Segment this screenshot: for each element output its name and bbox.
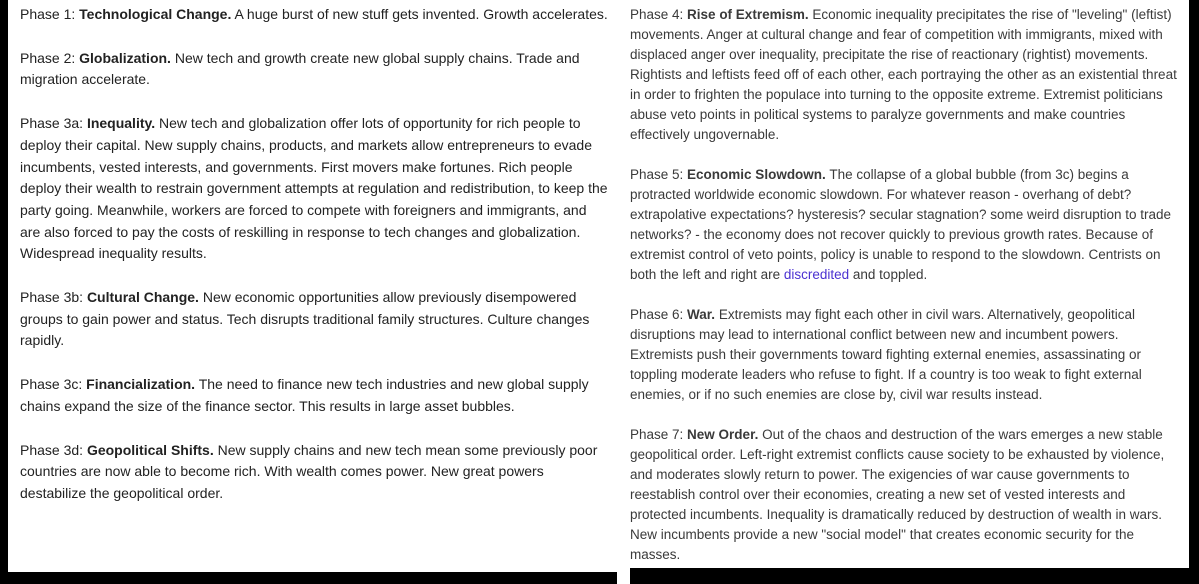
phase-paragraph (20, 374, 608, 417)
phase-body: and toppled. (849, 267, 928, 282)
phase-label: Phase 3d: (20, 441, 87, 458)
discredited-link[interactable]: discredited (783, 267, 850, 282)
phase-label: Phase 3a: (20, 115, 87, 132)
phase-body: The collapse of a global bubble (from 3c) begins a protracted worldwide economic slowdown. For whatever reason - overhang of debt? extrapolative expectations? hysteresis? secular stagnation? some weird disruption to trade networks? - the economy does not recover quickly to previous growth rates. Because of extremist control of veto points, policy is unable to respond to the slowdown. Centrists on both the left and right are (630, 167, 1172, 282)
phase-title: War. (687, 307, 716, 322)
phase-body: Extremists may fight each other in civil wars. Alternatively, geopolitical disruptions may lead to international conflict between new and incumbent powers. Extremists push their governments toward fighting external enemies, assassinating or toppling moderate leaders who refuse to fight. If a country is too weak to fight external enemies, or if no such enemies are close by, civil war results instead. (630, 307, 1142, 402)
phase-label: Phase 2: (20, 49, 80, 66)
phase-body: New supply chains and new tech mean some previously poor countries are now able to become rich. With wealth comes power. New great powers destabilize the geopolitical order. (20, 441, 598, 501)
right-column (630, 5, 1181, 565)
phase-body: New economic opportunities allow previously disempowered groups to gain power and status. Tech disrupts traditional family structures. Culture changes rapidly. (20, 289, 590, 349)
phase-title: Technological Change. (79, 6, 232, 22)
phase-body: Economic inequality precipitates the rise of "leveling" (leftist) movements. Anger at cultural change and fear of competition with immigrants, mixed with displaced anger over inequality, precipitate the rise of reactionary (rightist) movements. Rightists and leftists feed off of each other, each portraying the other as an existential threat in order to frighten the populace into turning to the opposite extreme. Extremist politicians abuse veto points in political systems to paralyze governments and make countries effectively ungovernable. (630, 7, 1177, 142)
phase-label: Phase 3b: (20, 289, 87, 306)
left-column (20, 4, 608, 505)
phase-title: Globalization. (79, 49, 171, 66)
phase-paragraph (630, 305, 1181, 405)
bottom-black-bar-left (6, 572, 617, 584)
phase-paragraph (630, 165, 1181, 285)
phase-body: Out of the chaos and destruction of the wars emerges a new stable geopolitical order. Left-right extremist conflicts cause society to be exhausted by violence, and moderates slowly return to power. The exigencies of war cause governments to reestablish control over their economies, creating a new set of vested interests and protected incumbents. Inequality is dramatically reduced by destruction of wealth in wars. New incumbents provide a new "social model" that creates economic security for the masses. (630, 427, 1165, 562)
phase-title: Financialization. (86, 376, 196, 393)
phase-body: The need to finance new tech industries and new global supply chains expand the size of the finance sector. This results in large asset bubbles. (20, 376, 589, 414)
left-black-border (0, 0, 8, 584)
phase-paragraph (20, 287, 608, 352)
phase-title: Economic Slowdown. (687, 167, 826, 182)
phase-title: New Order. (687, 427, 759, 442)
phase-label: Phase 1: (20, 6, 80, 22)
phase-label: Phase 5: (630, 167, 688, 182)
right-black-border (1189, 0, 1199, 584)
phase-label: Phase 7: (630, 427, 688, 442)
phase-label: Phase 4: (630, 7, 688, 22)
phase-label: Phase 3c: (20, 376, 87, 393)
phase-body: New tech and globalization offer lots of opportunity for rich people to deploy their capital. New supply chains, products, and markets allow entrepreneurs to evade incumbents, vested interests, and governments. First movers make fortunes. Rich people deploy their wealth to restrain government attempts at regulation and redistribution, to keep the party going. Meanwhile, workers are forced to compete with foreigners and immigrants, and are also forced to pay the costs of reskilling in response to tech changes and globalization. Widespread inequality results. (20, 115, 608, 262)
phase-paragraph (20, 48, 608, 91)
phase-title: Rise of Extremism. (687, 7, 809, 22)
bottom-black-bar-right (630, 568, 1199, 584)
phase-body: New tech and growth create new global supply chains. Trade and migration accelerate. (20, 49, 580, 88)
phase-body: A huge burst of new stuff gets invented. Growth accelerates. (231, 6, 608, 22)
phase-paragraph (20, 440, 608, 505)
phase-title: Cultural Change. (86, 289, 199, 306)
phase-title: Inequality. (86, 115, 156, 132)
phase-paragraph (20, 4, 608, 26)
phase-label: Phase 6: (630, 307, 688, 322)
phase-paragraph (630, 425, 1181, 565)
phase-title: Geopolitical Shifts. (86, 441, 214, 458)
phase-paragraph (20, 113, 608, 265)
phase-paragraph (630, 5, 1181, 145)
